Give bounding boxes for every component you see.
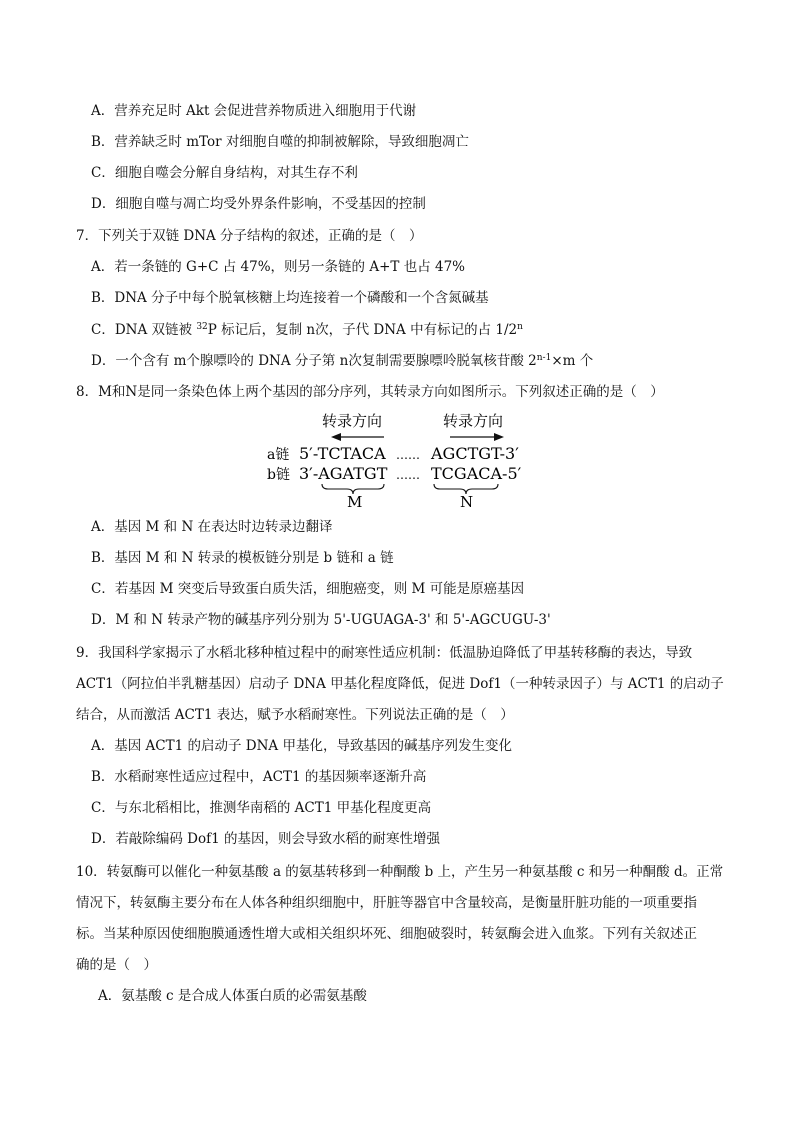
q9-option-d: D．若敲除编码 Dof1 的基因，则会导致水稻的耐寒性增强 — [91, 831, 440, 847]
q8-stem: 8．M和N是同一条染色体上两个基因的部分序列，其转录方向如图所示。下列叙述正确的是（ ） — [76, 384, 664, 400]
dir-left-label: 转录方向 — [322, 412, 383, 430]
strand-b-dots: …… — [396, 468, 420, 482]
q7-option-b: B．DNA 分子中每个脱氧核糖上均连接着一个磷酸和一个含氮碱基 — [91, 290, 489, 306]
right-arrow-icon — [450, 433, 504, 441]
q7-option-c-text2: P 标记后，复制 n次，子代 DNA 中有标记的占 1/2 — [207, 322, 518, 338]
q8-option-a: A．基因 M 和 N 在表达时边转录边翻译 — [91, 519, 333, 535]
dir-right-label: 转录方向 — [443, 412, 504, 430]
q7-option-c-sup: 32 — [196, 322, 208, 332]
q10-stem-line2: 情况下，转氨酶主要分布在人体各种组织细胞中，肝脏等器官中含量较高，是衡量肝脏功能的一项重要指 — [76, 895, 697, 911]
q7-stem: 7．下列关于双链 DNA 分子结构的叙述，正确的是（ ） — [76, 228, 423, 244]
q10-stem-line4: 确的是（ ） — [76, 957, 157, 973]
strand-b-seq-left: 3′-AGATGT — [299, 464, 388, 483]
q8-option-d: D．M 和 N 转录产物的碱基序列分别为 5'-UGUAGA-3' 和 5'-AGCUGU-3' — [91, 612, 551, 628]
strand-a-seq-right: AGCTGT-3′ — [431, 444, 519, 463]
q10-option-a: A．氨基酸 c 是合成人体蛋白质的必需氨基酸 — [98, 988, 367, 1004]
q6-option-a: A．营养充足时 Akt 会促进营养物质进入细胞用于代谢 — [91, 103, 417, 119]
q9-stem-line1: 9．我国科学家揭示了水稻北移种植过程中的耐寒性适应机制：低温胁迫降低了甲基转移酶的表达，导致 — [76, 645, 693, 661]
q7-option-d-text2: ×m 个 — [551, 353, 594, 369]
strand-b-seq-right: TCGACA-5′ — [431, 464, 522, 483]
q10-stem-line3: 标。当某种原因使细胞膜通透性增大或相关组织坏死、细胞破裂时，转氨酶会进入血浆。下列有关叙述正 — [76, 926, 697, 942]
strand-b-label: b链 — [267, 467, 290, 483]
q6-option-b: B．营养缺乏时 mTor 对细胞自噬的抑制被解除，导致细胞凋亡 — [91, 134, 469, 150]
gene-m-label: M — [347, 493, 363, 511]
q7-option-c-text1: C．DNA 双链被 — [91, 322, 197, 338]
q9-option-b: B．水稻耐寒性适应过程中，ACT1 的基因频率逐渐升高 — [91, 769, 427, 785]
strand-a-seq-left: 5′-TCTACA — [299, 444, 386, 463]
q10-stem-line1: 10．转氨酶可以催化一种氨基酸 a 的氨基转移到一种酮酸 b 上，产生另一种氨基酸 c 和另一种酮酸 d。正常 — [76, 864, 724, 880]
strand-a-dots: …… — [396, 448, 420, 462]
strand-a-label: a链 — [267, 447, 290, 463]
left-arrow-icon — [331, 433, 384, 441]
q6-option-c: C．细胞自噬会分解自身结构，对其生存不利 — [91, 165, 358, 181]
q9-stem-line3: 结合，从而激活 ACT1 表达，赋予水稻耐寒性。下列说法正确的是（ ） — [76, 707, 514, 723]
q9-stem-line2: ACT1（阿拉伯半乳糖基因）启动子 DNA 甲基化程度降低，促进 Dof1（一种转录因子）与 ACT1 的启动子 — [76, 676, 724, 692]
q9-option-c: C．与东北稻相比，推测华南稻的 ACT1 甲基化程度更高 — [91, 800, 432, 816]
q7-option-d-sup: n-1 — [536, 353, 552, 363]
q7-option-d-text1: D．一个含有 m个腺嘌呤的 DNA 分子第 n次复制需要腺嘌呤脱氧核苷酸 2 — [91, 353, 537, 369]
q8-option-b: B．基因 M 和 N 转录的模板链分别是 b 链和 a 链 — [91, 550, 394, 566]
q9-option-a: A．基因 ACT1 的启动子 DNA 甲基化，导致基因的碱基序列发生变化 — [91, 738, 512, 754]
q8-option-c: C．若基因 M 突变后导致蛋白质失活，细胞癌变，则 M 可能是原癌基因 — [91, 581, 525, 597]
q6-option-d: D．细胞自噬与凋亡均受外界条件影响，不受基因的控制 — [91, 196, 426, 212]
gene-n-label: N — [460, 493, 474, 511]
q7-option-a: A．若一条链的 G+C 占 47%，则另一条链的 A+T 也占 47% — [91, 259, 465, 275]
q7-option-c-sup2: n — [517, 322, 523, 332]
